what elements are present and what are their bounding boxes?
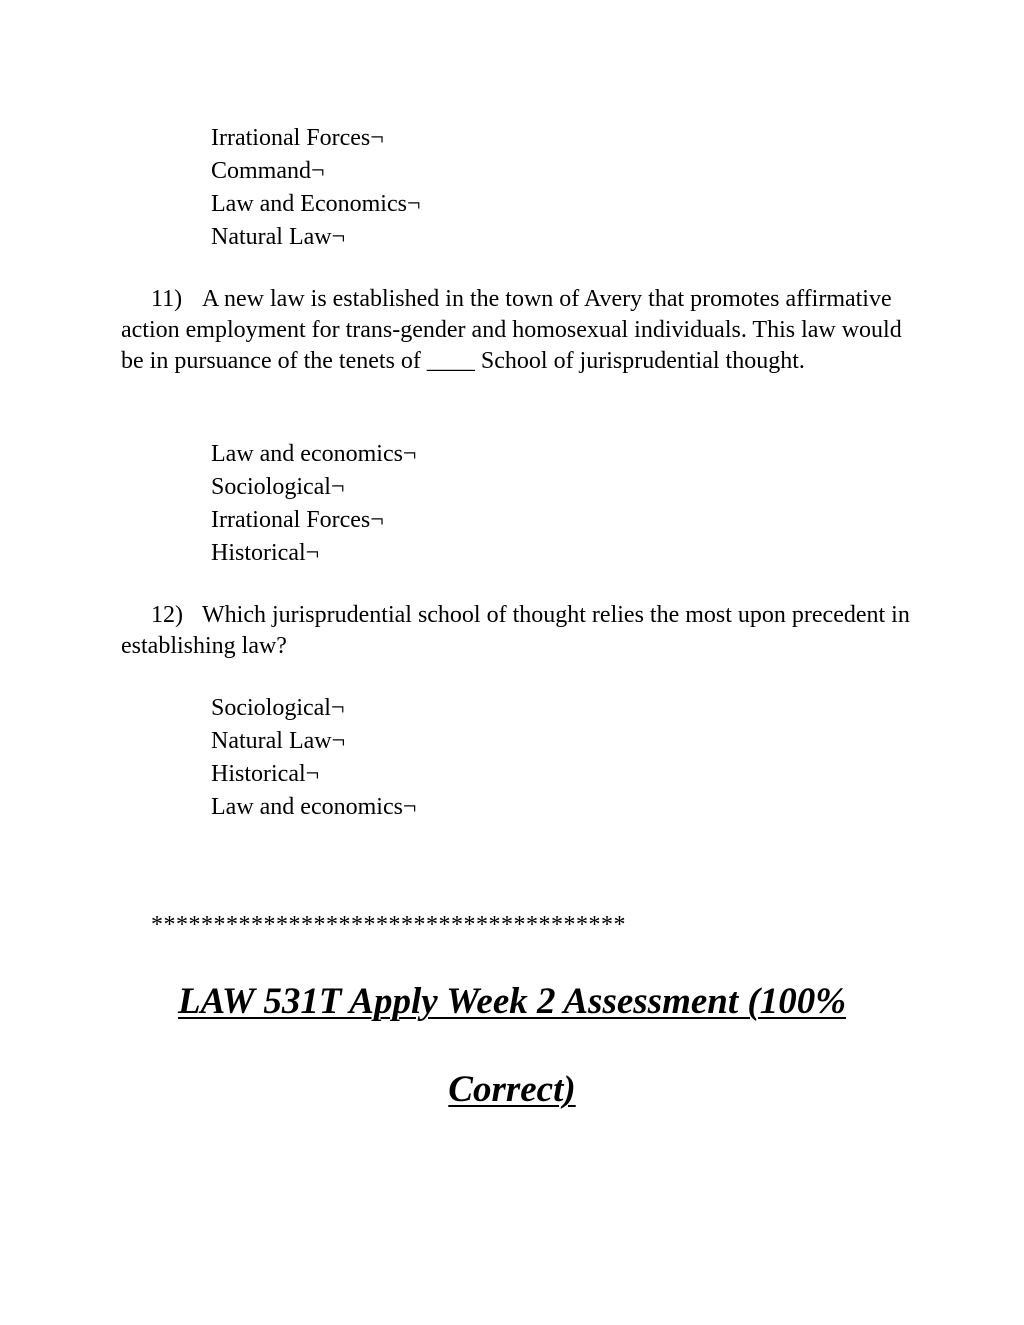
assessment-heading-line1: LAW 531T Apply Week 2 Assessment (100% [177,981,847,1022]
option-item: Natural Law¬ [211,224,346,250]
options-list-q11 [211,438,416,570]
asterisk-separator: ************************************** [151,912,626,938]
option-item: Irrational Forces¬ [211,507,384,533]
option-item: Historical¬ [211,540,320,566]
question-number: 12) [151,602,183,628]
options-list-q12 [211,692,416,824]
option-item: Sociological¬ [211,695,345,721]
question-11 [121,284,911,377]
question-text: A new law is established in the town of Avery that promotes affirmative action employment for trans-gender and homosexual individuals. This law would be in pursuance of the tenets of ____ School of jurisprudential thought. [121,286,902,374]
option-item: Natural Law¬ [211,728,346,754]
option-item: Law and Economics¬ [211,191,421,217]
option-item: Irrational Forces¬ [211,125,384,151]
options-list-block1 [211,122,420,254]
option-item: Command¬ [211,158,325,184]
option-item: Sociological¬ [211,474,345,500]
option-item: Law and economics¬ [211,794,417,820]
question-number: 11) [151,286,183,312]
question-12 [121,600,911,662]
option-item: Law and economics¬ [211,441,417,467]
question-text: Which jurisprudential school of thought relies the most upon precedent in establishing law? [121,602,910,659]
option-item: Historical¬ [211,761,320,787]
assessment-heading-line2: Correct) [448,1069,576,1110]
